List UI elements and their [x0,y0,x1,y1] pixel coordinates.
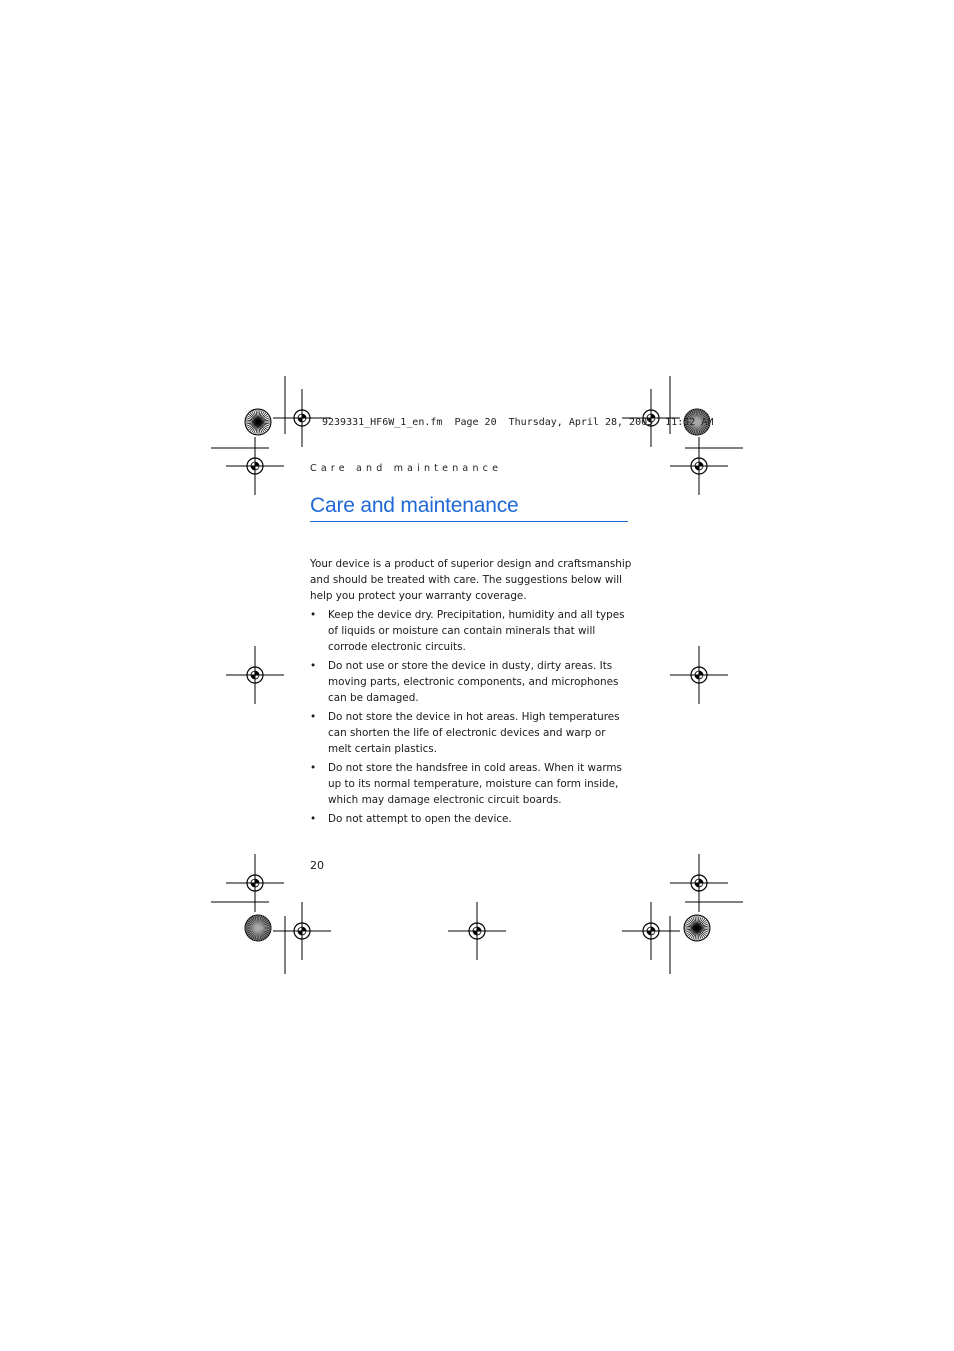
registration-mark-icon [622,902,680,960]
bullet-icon: • [310,813,317,825]
registration-mark-icon [226,854,284,912]
registration-mark-icon [273,902,331,960]
list-item-text: Do not store the device in hot areas. High temperatures can shorten the life of electronic devices and warp or melt certain plastics. [328,711,620,755]
list-item [310,658,632,706]
registration-mark-icon [670,437,728,495]
color-target-icon [245,409,271,435]
bullet-icon: • [310,711,317,723]
list-item [310,709,632,757]
running-header: Care and maintenance [310,463,503,474]
bullet-icon: • [310,762,317,774]
list-item-text: Do not store the handsfree in cold areas. When it warms up to its normal temperature, moisture can form inside, which may damage electronic circuit boards. [328,762,622,806]
list-item-text: Do not attempt to open the device. [328,813,512,825]
list-item-text: Keep the device dry. Precipitation, humidity and all types of liquids or moisture can contain minerals that will corrode electronic circuits. [328,609,625,653]
page-number: 20 [310,859,324,872]
registration-mark-icon [448,902,506,960]
registration-mark-icon [670,854,728,912]
page-title: Care and maintenance [310,494,628,522]
intro-paragraph: Your device is a product of superior design and craftsmanship and should be treated with care. The suggestions below will help you protect your warranty coverage. [310,558,632,602]
registration-mark-icon [226,437,284,495]
list-item-text: Do not use or store the device in dusty, dirty areas. Its moving parts, electronic components, and microphones can be damaged. [328,660,619,704]
bullet-icon: • [310,609,317,621]
file-slug: 9239331_HF6W_1_en.fm Page 20 Thursday, April 28, 2005 11:52 AM [322,417,714,428]
care-list [310,607,632,827]
color-target-icon [245,915,271,941]
registration-mark-icon [226,646,284,704]
color-target-icon [684,915,710,941]
list-item [310,607,632,655]
registration-mark-icon [670,646,728,704]
body-content [310,556,632,830]
list-item [310,760,632,808]
bullet-icon: • [310,660,317,672]
list-item [310,811,632,827]
